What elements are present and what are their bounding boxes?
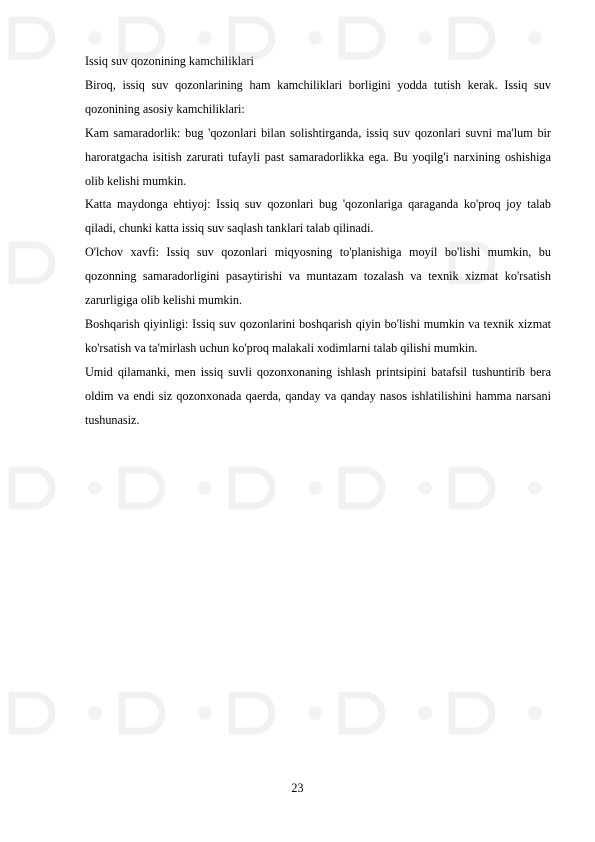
paragraph-space-need: Katta maydonga ehtiyoj: Issiq suv qozonlari bug 'qozonlariga qaraganda ko'proq joy talab qiladi, chunki katta issiq suv saqlash tanklari talab qilinadi. bbox=[85, 197, 551, 236]
paragraph-conclusion: Umid qilamanki, men issiq suvli qozonxonaning ishlash printsipini batafsil tushuntirib bera oldim va endi siz qozonxonada qaerda, qanday va qanday nasos ishlatilishini hamma narsani tushunasiz. bbox=[85, 364, 551, 427]
section-heading: Issiq suv qozonining kamchiliklari bbox=[85, 54, 254, 68]
paragraph-control-difficulty: Boshqarish qiyinligi: Issiq suv qozonlarini boshqarish qiyin bo'lishi mumkin va texnik xizmat ko'rsatish va ta'mirlash uchun ko'proq malakali xodimlarni talab qilishi mumkin. bbox=[85, 316, 551, 355]
paragraph-intro: Biroq, issiq suv qozonlarining ham kamchiliklari borligini yodda tutish kerak. Issiq suv qozonining asosiy kamchiliklari: bbox=[85, 77, 551, 116]
document-body bbox=[85, 50, 551, 433]
page-number: 23 bbox=[291, 781, 304, 795]
paragraph-low-efficiency: Kam samaradorlik: bug 'qozonlari bilan solishtirganda, issiq suv qozonlari suvni ma'lum bir haroratgacha isitish zarurati tufayli past samaradorlikka ega. Bu yoqilg'i narxining oshishiga olib kelishi mumkin. bbox=[85, 125, 551, 188]
paragraph-scale-risk: O'lchov xavfi: Issiq suv qozonlari miqyosning to'planishiga moyil bo'lishi mumkin, bu qozonning samaradorligini pasaytirishi va muntazam tozalash va texnik xizmat ko'rsatish zarurligiga olib kelishi mumkin. bbox=[85, 245, 551, 308]
